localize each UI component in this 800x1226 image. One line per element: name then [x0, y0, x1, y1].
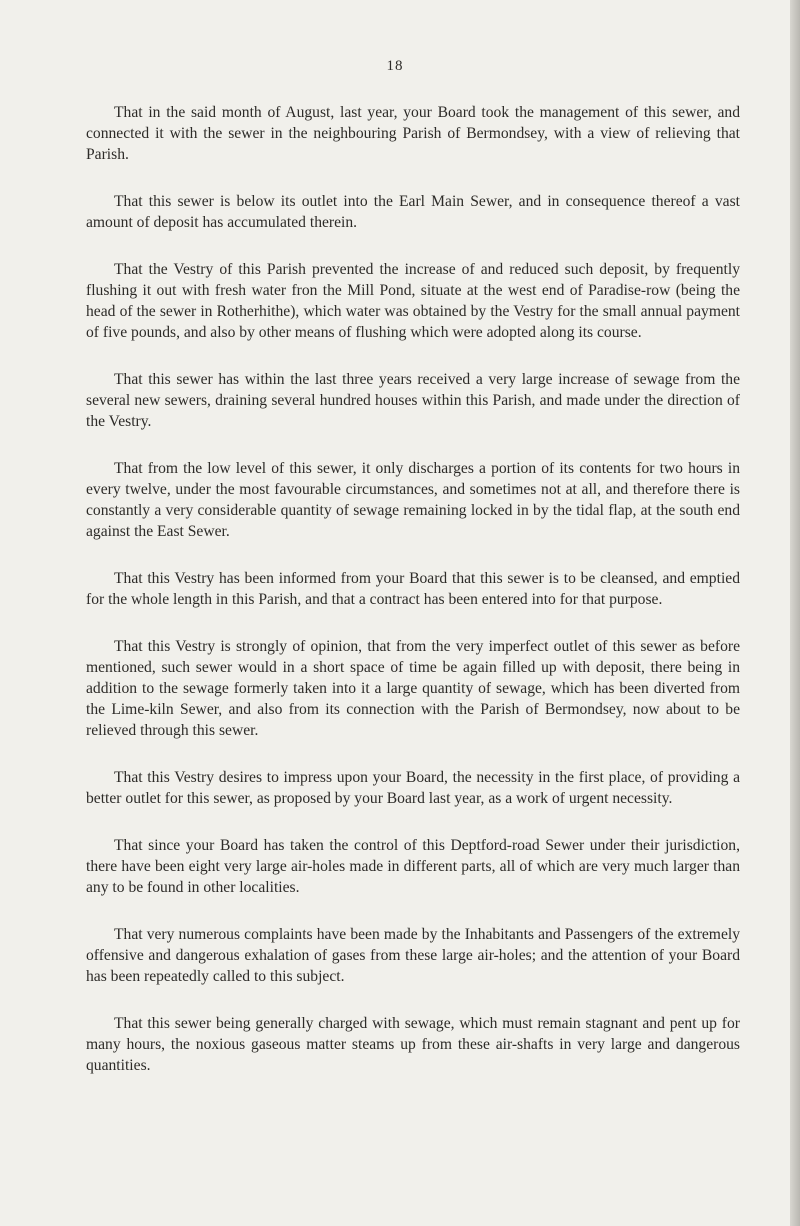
paragraph: That from the low level of this sewer, it only discharges a portion of its contents for two hours in every twelve, under the most favourable circumstances, and sometimes not at all, and therefore there is constantly a very considerable quantity of sewage remaining locked in by the tidal flap, at the south end against the East Sewer. — [86, 460, 740, 540]
paragraph: That this sewer is below its outlet into the Earl Main Sewer, and in consequence thereof a vast amount of deposit has accumulated therein. — [86, 193, 740, 231]
paragraph: That since your Board has taken the control of this Deptford-road Sewer under their jurisdiction, there have been eight very large air-holes made in different parts, all of which are very much larger than any to be found in other localities. — [86, 837, 740, 896]
paragraph: That in the said month of August, last year, your Board took the management of this sewer, and connected it with the sewer in the neighbouring Parish of Bermondsey, with a view of relieving that Parish. — [86, 104, 740, 163]
page-number: 18 — [386, 58, 404, 74]
page-edge-shadow — [790, 0, 800, 1226]
paragraph: That this Vestry has been informed from your Board that this sewer is to be cleansed, and emptied for the whole length in this Parish, and that a contract has been entered into for that purpose. — [86, 570, 740, 608]
paragraph: That this Vestry is strongly of opinion, that from the very imperfect outlet of this sewer as before mentioned, such sewer would in a short space of time be again filled up with deposit, there being in addition to the sewage formerly taken into it a large quantity of sewage, which has been diverted from the Lime-kiln Sewer, and also from its connection with the Parish of Bermondsey, now about to be relieved through this sewer. — [86, 638, 740, 739]
paragraph: That this sewer being generally charged with sewage, which must remain stagnant and pent up for many hours, the noxious gaseous matter steams up from these air-shafts in very large and dangerous quantities. — [86, 1015, 740, 1074]
paragraph: That very numerous complaints have been made by the Inhabitants and Passengers of the extremely offensive and dangerous exhalation of gases from these large air-holes; and the attention of your Board has been repeatedly called to this subject. — [86, 926, 740, 985]
paragraph: That this Vestry desires to impress upon your Board, the necessity in the first place, of providing a better outlet for this sewer, as proposed by your Board last year, as a work of urgent necessity. — [86, 769, 740, 807]
paragraph: That the Vestry of this Parish prevented the increase of and reduced such deposit, by frequently flushing it out with fresh water fron the Mill Pond, situate at the west end of Paradise-row (being the head of the sewer in Rotherhithe), which water was obtained by the Vestry for the small annual payment of five pounds, and also by other means of flushing which were adopted along its course. — [86, 261, 740, 341]
body-text — [86, 102, 740, 1102]
paragraph: That this sewer has within the last three years received a very large increase of sewage from the several new sewers, draining several hundred houses within this Parish, and made under the direction of the Vestry. — [86, 371, 740, 430]
